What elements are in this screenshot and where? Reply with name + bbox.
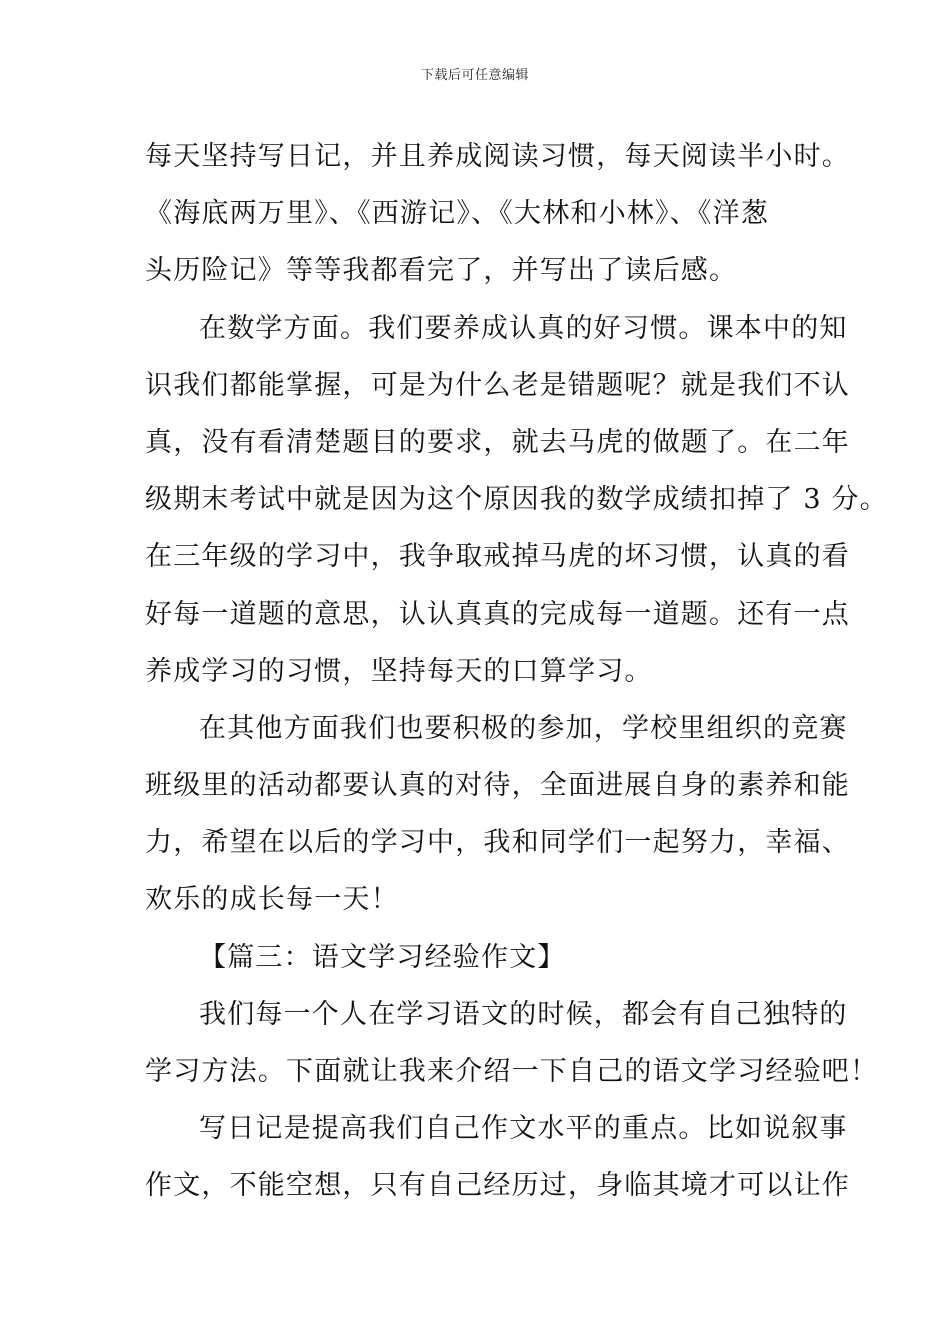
text-line: 好每一道题的意思，认认真真的完成每一道题。还有一点 bbox=[145, 598, 850, 630]
document-body bbox=[145, 128, 888, 1215]
text-line: 级期末考试中就是因为这个原因我的数学成绩扣掉了 3 分。 bbox=[145, 484, 888, 516]
text-line: 识我们都能掌握，可是为什么老是错题呢？就是我们不认 bbox=[145, 369, 850, 401]
text-line: 养成学习的习惯，坚持每天的口算学习。 bbox=[145, 655, 653, 687]
paragraph-start-line: 我们每一个人在学习语文的时候，都会有自己独特的 bbox=[199, 998, 848, 1030]
paragraph-start-line: 在其他方面我们也要积极的参加，学校里组织的竞赛 bbox=[199, 712, 848, 744]
paragraph-start-line: 在数学方面。我们要养成认真的好习惯。课本中的知 bbox=[199, 312, 848, 344]
text-line: 欢乐的成长每一天！ bbox=[145, 884, 399, 916]
text-line: 作文，不能空想，只有自己经历过，身临其境才可以让作 bbox=[145, 1170, 850, 1202]
text-line: 力，希望在以后的学习中，我和同学们一起努力，幸福、 bbox=[145, 827, 850, 859]
text-line: 班级里的活动都要认真的对待，全面进展自身的素养和能 bbox=[145, 770, 850, 802]
page-header-note: 下载后可任意编辑 bbox=[420, 68, 529, 83]
paragraph-start-line: 写日记是提高我们自己作文水平的重点。比如说叙事 bbox=[199, 1113, 848, 1145]
text-line: 真，没有看清楚题目的要求，就去马虎的做题了。在二年 bbox=[145, 426, 850, 458]
text-line: 《海底两万里》、《西游记》、《大林和小林》、《洋葱 bbox=[145, 198, 769, 230]
text-line: 学习方法。下面就让我来介绍一下自己的语文学习经验吧！ bbox=[145, 1056, 879, 1087]
text-line: 头历险记》等等我都看完了，并写出了读后感。 bbox=[145, 255, 738, 287]
text-line: 每天坚持写日记，并且养成阅读习惯，每天阅读半小时。 bbox=[145, 141, 850, 172]
section-heading: 【篇三：语文学习经验作文】 bbox=[199, 941, 566, 973]
text-line: 在三年级的学习中，我争取戒掉马虎的坏习惯，认真的看 bbox=[145, 541, 850, 573]
